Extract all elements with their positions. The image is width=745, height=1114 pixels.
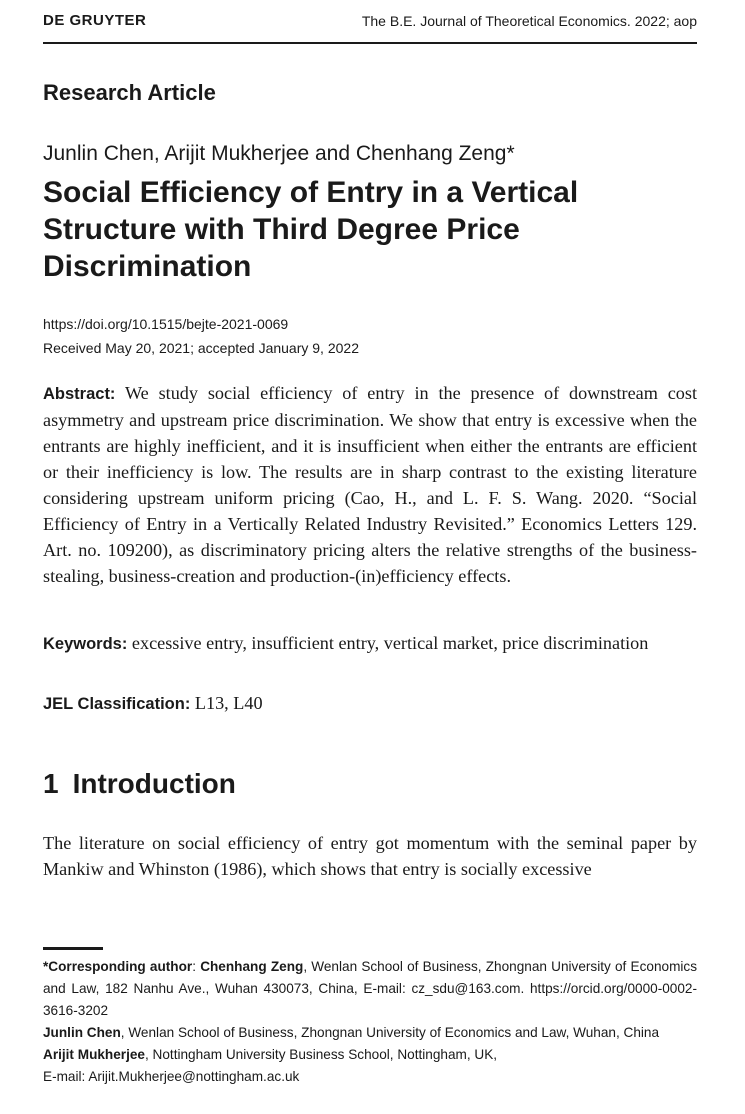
section-number: 1 (43, 768, 59, 799)
running-header (43, 12, 697, 32)
keywords-text: excessive entry, insufficient entry, vertical market, price discrimination (131, 633, 649, 653)
corresponding-label: *Corresponding author (43, 959, 193, 974)
received-dates: Received May 20, 2021; accepted January 9, 2022 (43, 340, 359, 356)
journal-citation: The B.E. Journal of Theoretical Economics. 2022; aop (361, 13, 697, 29)
corresponding-affiliation: , Wenlan School of Business, Zhongnan University of Economics and Law, 182 Nanhu Ave., Wuhan 430073, China, E-mail: cz_sdu@163.com. (43, 959, 698, 996)
author-name-chen: Junlin Chen (43, 1025, 121, 1040)
header-rule (43, 42, 697, 44)
corresponding-name: Chenhang Zeng (200, 959, 304, 974)
jel-label: JEL Classification: (43, 695, 191, 713)
keywords-label: Keywords: (43, 635, 128, 653)
author-note-mukherjee (43, 1044, 697, 1088)
abstract-label: Abstract: (43, 385, 116, 403)
section-heading (43, 768, 236, 800)
doi-link[interactable]: https://doi.org/10.1515/bejte-2021-0069 (43, 316, 289, 332)
email-mukherjee[interactable]: E-mail: Arijit.Mukherjee@nottingham.ac.uk (43, 1069, 300, 1084)
footnotes (43, 956, 697, 1088)
introduction-paragraph: The literature on social efficiency of entry got momentum with the seminal paper by Mankiw and Whinston (1986), which shows that entry is socially excessive (43, 833, 697, 879)
corresponding-separator: : (192, 959, 196, 974)
jel-codes: L13, L40 (194, 693, 263, 713)
author-affiliation-mukherjee: , Nottingham University Business School, Nottingham, UK, (144, 1047, 498, 1062)
article-title: Social Efficiency of Entry in a Vertical Structure with Third Degree Price Discrimination (43, 176, 579, 283)
author-list: Junlin Chen, Arijit Mukherjee and Chenhang Zeng* (43, 142, 515, 165)
section-title: Introduction (72, 768, 236, 799)
orcid-link[interactable]: https://orcid.org/0000-0002-3616-3202 (43, 981, 697, 1018)
abstract-text: We study social efficiency of entry in the presence of downstream cost asymmetry and upstream price discrimination. We show that entry is excessive when the entrants are highly inefficient, and it is insufficient when either the entrants are efficient or their inefficiency is low. The results are in sharp contrast to the existing literature considering upstream uniform pricing (Cao, H., and L. F. S. Wang. 2020. “Social Efficiency of Entry in a Vertically Related Industry Revisited.” Economics Letters 129. Art. no. 109200), as discriminatory pricing alters the relative strengths of the business-stealing, business-creation and production-(in)efficiency effects. (43, 383, 698, 586)
jel-classification (43, 693, 263, 714)
keywords (43, 631, 697, 656)
footnote-rule (43, 947, 103, 950)
publisher-name: DE GRUYTER (43, 12, 147, 29)
author-note-chen (43, 1022, 697, 1044)
corresponding-author-note (43, 956, 697, 1022)
author-name-mukherjee: Arijit Mukherjee (43, 1047, 145, 1062)
author-affiliation-chen: , Wenlan School of Business, Zhongnan University of Economics and Law, Wuhan, China (120, 1025, 660, 1040)
article-type: Research Article (43, 80, 216, 105)
abstract (43, 380, 697, 589)
